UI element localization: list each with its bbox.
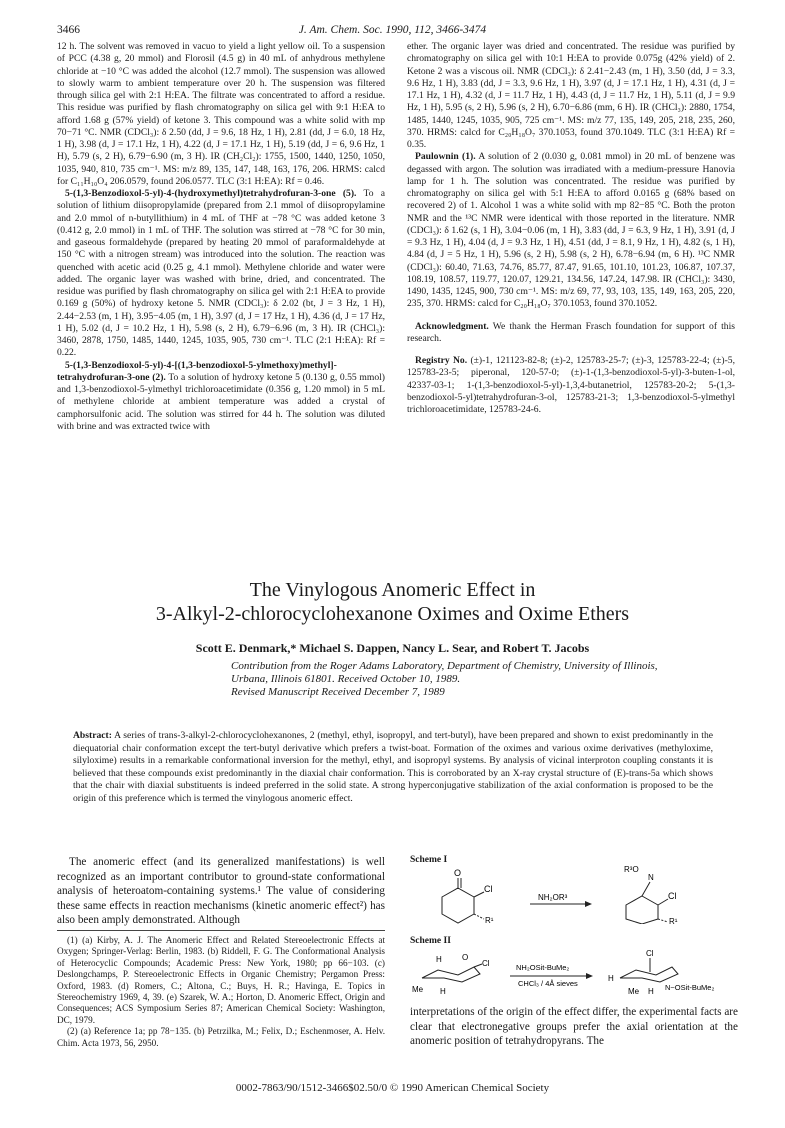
product-axial-chloro-label: Cl [646,949,654,958]
copyright-footer: 0002-7863/90/1512-3466$02.50/0 © 1990 American Chemical Society [235,1082,550,1094]
scheme-2-label: Scheme II [410,936,451,946]
references [57,935,385,1049]
chloro-bond [474,892,484,897]
registry-heading: Registry No. [415,355,468,366]
scheme-1-reagent: NH₂OR³ [538,893,568,902]
reaction-arrowhead-1 [585,901,592,907]
acknowledgment-text: We thank the Herman Frasch foundation for support of this research. [407,320,735,344]
carbonyl-oxygen-label: O [454,868,462,878]
contribution-line-1: Contribution from the Roger Adams Laboratory, Department of Chemistry, University of Illinois, [231,660,658,672]
scheme-2-diagram [410,948,730,998]
scheme-1-label: Scheme I [410,855,448,865]
product-chloro-bond [658,899,668,905]
oxime-r3o-label: R³O [624,866,639,874]
acknowledgment-heading: Acknowledgment. [415,320,489,332]
chair-ring-reactant [422,967,480,982]
product-me-label: Me [628,987,640,996]
registry-text: (±)-1, 121123-82-8; (±)-2, 125783-25-7; (±)-3, 125783-22-4; (±)-5, 125783-23-5; piperonal, 120-57-0; (±)-1-(1,3-benzodioxol-5-yl)-3-buten-1-ol, 42337-03-1; 1-(1,3-benzodioxol-5-yl)-1,3,4-butanetriol, 125783-20-2; 5-(1,3-benzodioxol-5-yl)tetrahydrofuran-3-ol, 125783-21-3; 1,3-benzodioxol-5-ylmethyl trichloroacetimidate, 125783-24-6. [407,355,735,415]
reference-1: (1) (a) Kirby, A. J. The Anomeric Effect and Related Stereoelectronic Effects at Oxygen; Springer-Verlag: Berlin, 1983. (b) Riddell, F. G. The Conformational Analysis of Heterocyclic Compounds; Academic Press: New York, 1980; pp 66−103. (c) Deslongchamps, P. Stereoelectronic Effects in Organic Chemistry; Pergamon Press: Oxford, 1983. (d) Romers, C.; Altona, C.; Buys, H. R.; Havinga, E. Topics in Stereochemistry 1969, 4, 39. (e) Szarek, W. A.; Horton, D. Anomeric Effect, Origin and Consequences; ACS Symposium Series 87; American Chemical Society: Washington, DC, 1979. [57,935,385,1025]
article-title-line-1: The Vinylogous Anomeric Effect in [249,579,536,601]
left-column [57,41,385,433]
footnote-divider [57,930,385,931]
intro-text: The anomeric effect (and its generalized manifestations) is well recognized as an important contributor to ground-state conformational analysis of heteroatom-containing systems.¹ The value of considering these same effects in reaction mechanisms (kinetic anomeric effect²) has also been amply demonstrated. Although [57,856,385,927]
chair-ring-product [620,967,678,982]
compound-2-heading: 5-(1,3-Benzodioxol-5-yl)-4-[(1,3-benzodioxol-5-ylmethoxy)methyl]-tetrahydrofuran-3-one (2). [57,359,337,383]
paulownin-heading: Paulownin (1). [415,151,476,163]
contribution-line-2: Urbana, Illinois 61801. Received October 10, 1989. [231,673,461,685]
article-title-line-2: 3-Alkyl-2-chlorocyclohexanone Oximes and Oxime Ethers [155,603,630,625]
oxime-ring [626,896,658,924]
reactant-chloro-label: Cl [482,959,490,968]
product-h2-label: H [648,987,654,996]
revised-date: Revised Manuscript Received December 7, 1989 [231,686,445,698]
scheme-2-reagent-top: NH₂OSit-BuMe₂ [516,963,570,972]
reactant-chloro-bond [474,964,482,967]
cyclohexanone-ring [442,888,474,923]
product-alkyl-bond [658,919,668,922]
scheme-1-diagram [410,866,730,924]
introduction-paragraph [57,855,385,928]
reference-2: (2) (a) Reference 1a; pp 78−135. (b) Petrzilka, M.; Felix, D.; Eschenmoser, A. Helv. Chim. Acta 1973, 56, 2950. [57,1026,385,1048]
right-paragraph-1: ether. The organic layer was dried and concentrated. The residue was purified by chromatography on silica gel with 10:1 H:EA to provide 0.075g (42% yield) of 2. Ketone 2 was a viscous oil. NMR (CDCl₃): δ 2.41−2.43 (m, 1 H), 3.50 (dd, J = 3.3, 9.6 Hz, 1 H), 3.83 (dd, J = 3.3, 9.6 Hz, 1 H), 3.97 (d, J = 17.1 Hz, 1 H), 4.31 (d, J = 17.1 Hz, 1 H), 4.32 (d, J = 11.7 Hz, 1 H), 4.43 (d, J = 11.7 Hz, 1 H), 5.11 (d, J = 9.9 Hz, 1 H), 5.95 (s, 2 H), 5.96 (s, 2 H), 6.70−6.86 (mm, 6 H). IR (CHCl₃): 2880, 1754, 1485, 1440, 1245, 1035, 905, 725 cm⁻¹. MS: m/z 77, 135, 149, 205, 218, 235, 260, 370. HRMS: calcd for C₂₀H₁₈O₇ 370.1053, found 370.1049. TLC (3:1 H:EA) Rf = 0.35. [407,41,735,150]
abstract-label: Abstract: [73,730,112,741]
product-chloro-label: Cl [668,891,677,901]
page-number: 3466 [57,24,80,36]
oxime-bond [642,882,650,896]
reactant-me-label: Me [412,985,424,994]
product-h-label: H [608,974,614,983]
compound-5-heading: 5-(1,3-Benzodioxol-5-yl)-4-(hydroxymethyl)tetrahydrofuran-3-one (5). [65,188,357,199]
right-continuation-paragraph: interpretations of the origin of the effect differ, the experimental facts are clear that electronegative groups prefer the axial orientation at the anomeric position of tetrahydropyrans. The [410,1006,738,1048]
compound-2-procedure: To a solution of hydroxy ketone 5 (0.130 g, 0.55 mmol) and 1,3-benzodioxol-5-ylmethyl trichloroacetimidate (0.356 g, 1.20 mmol) in 5 mL of methylene chloride at ambient temperature was added a crystal of camphorsulfonic acid. The solution was stirred for 44 h. The solution was diluted with brine and was extracted twice with [57,371,385,432]
abstract-text: A series of trans-3-alkyl-2-chlorocyclohexanones, 2 (methyl, ethyl, isopropyl, and tert-butyl), have been prepared and shown to exist predominantly in the diequatorial chair conformation except the tert-butyl derivative which prefers a twist-boat. Formation of the oximes and various oxime derivatives (methyloxime, silyloxime) results in a remarkable conformational inversion for the methyl, ethyl, and isopropyl systems. By analysis of vicinal interproton coupling constants it is believed that these compounds exist predominantly in the diaxial chair conformation. This is corroborated by an X-ray crystal structure of (E)-trans-5a which shows that the chair with diaxial substituents is indeed preferred in the solid state. A strong hyperconjugative stabilization of the axial conformation is proposed to be the origin of this preference which is termed the vinylogous anomeric effect. [73,730,713,804]
r1-label: R¹ [485,916,494,924]
alkyl-bond [474,914,484,919]
oxime-n-label: N [648,873,654,882]
left-paragraph-1: 12 h. The solvent was removed in vacuo to yield a light yellow oil. To a suspension of PCC (4.38 g, 20 mmol) and Florosil (4.5 g) in 40 mL of anhydrous methylene chloride at −10 °C was added the alcohol (12.7 mmol). The suspension was allowed to slowly warm to ambient temperature over 20 h. The suspension was filtered through silica gel with 2:1 H:EA. The filtrate was concentrated to afford a residue. This residue was purified by flash chromatography on silica gel with 9:1 H:EA to afford 1.68 g (57% yield) of ketone 3. This compound was a white solid with mp 70−71 °C. NMR (CDCl₃): δ 2.50 (dd, J = 9.6, 18 Hz, 1 H), 2.81 (dd, J = 6.0, 18 Hz, 1 H), 3.98 (d, J = 17.1 Hz, 1 H), 4.22 (d, J = 17.1 Hz, 1 H), 5.19 (dd, J = 6, 9.6 Hz, 1 H), 5.79 (s, 2 H), 6.79−6.90 (m, 3 H). IR (CH₂Cl₂): 1755, 1500, 1440, 1250, 1050, 1035, 940, 810, 735 cm⁻¹. MS: m/z 89, 135, 147, 148, 163, 176, 206. HRMS: calcd for C₁₁H₁₀O₄ 206.0579, found 206.0577. TLC (3:1 H:EA): Rf = 0.46. [57,41,385,187]
scheme-2-reagent-bottom: CHCl₃ / 4Å sieves [518,979,578,988]
reactant-h2-label: H [440,987,446,996]
abstract [73,730,713,806]
right-column [407,41,735,416]
compound-5-procedure: To a solution of lithium diisopropylamide (prepared from 2.1 mmol of diisopropylamine and 2.0 mmol of n-butyllithium) in 4 mL of THF at −78 °C was added ketone 3 (0.412 g, 2.0 mmol) in 1 mL of THF. The solution was stirred at −78 °C for 30 min, and gaseous formaldehyde (prepared by heating 20 mmol of paraformaldehyde at 150 °C with a nitrogen stream) was introduced into the solution. The reaction was quenched with acetic acid (0.25 g, 4.1 mmol). Methylene chloride and water were added. The organic layer was washed with brine, dried, and concentrated. The residue was purified by flash chromatography on silica gel with 2:1 H:EA to provide 0.169 g (50%) of hydroxy ketone 5. NMR (CDCl₃): δ 2.02 (bt, J = 3 Hz, 1 H), 2.44−2.53 (m, 1 H), 3.95−4.05 (m, 1 H), 3.97 (d, J = 17 Hz, 1 H), 4.36 (d, J = 17 Hz, 1 H), 5.02 (d, J = 10.2 Hz, 1 H), 5.98 (s, 2 H), 6.79−6.96 (m, 3 H). IR (CHCl₃): 3460, 2878, 1750, 1485, 1440, 1245, 1035, 905, 730 cm⁻¹. TLC (2:1 H:EA): Rf = 0.22. [57,188,385,359]
author-list: Scott E. Denmark,* Michael S. Dappen, Nancy L. Sear, and Robert T. Jacobs [195,641,590,655]
product-r1-label: R¹ [669,917,678,924]
reaction-arrowhead-2 [586,973,593,979]
chloro-label: Cl [484,884,493,894]
paulownin-procedure: A solution of 2 (0.030 g, 0.081 mmol) in 20 mL of benzene was degassed with argon. The solution was irradiated with a medium-pressure Hanovia lamp for 1 h. The solution was concentrated. The residue was purified by chromatography on silica gel with 5:1 H:EA to afford 0.0165 g (68% based on recovered 2) of 1. Alcohol 1 was a white solid with mp 82−85 °C. Both the proton NMR and the ¹³C NMR were identical with those reported in the literature. NMR (CDCl₃): δ 1.62 (s, 1 H), 3.04−0.06 (m, 1 H), 3.83 (dd, J = 6.3, 9 Hz, 1 H), 3.91 (d, J = 9.3 Hz, 1 H), 4.04 (d, J = 9.3 Hz, 1 H), 4.51 (dd, J = 8.1, 9 Hz, 1 H), 4.82 (s, 1 H), 4.84 (d, J = 5 Hz, 1 H), 5.96 (s, 2 H), 5.98 (s, 2 H), 6.78−6.94 (m, 6 H). ¹³C NMR (CDCl₃): 60.40, 71.63, 74.76, 85.77, 87.47, 91.65, 101.10, 101.23, 106.87, 107.37, 108.19, 108.57, 119.77, 120.07, 129.21, 134.56, 147.24, 147.98. IR (CHCl₃): 3430, 1490, 1435, 1245, 900, 730 cm⁻¹. MS: m/z 69, 77, 93, 103, 135, 149, 163, 205, 220, 235, 370. HRMS: calcd for C₂₀H₁₈O₇ 370.1053, found 370.1052. [407,151,735,310]
journal-citation: J. Am. Chem. Soc. 1990, 112, 3466-3474 [298,24,487,36]
reactant-h-label: H [436,955,442,964]
product-silyloxime-label: N~OSit-BuMe₂ [665,983,715,992]
reactant-o-label: O [462,953,469,962]
